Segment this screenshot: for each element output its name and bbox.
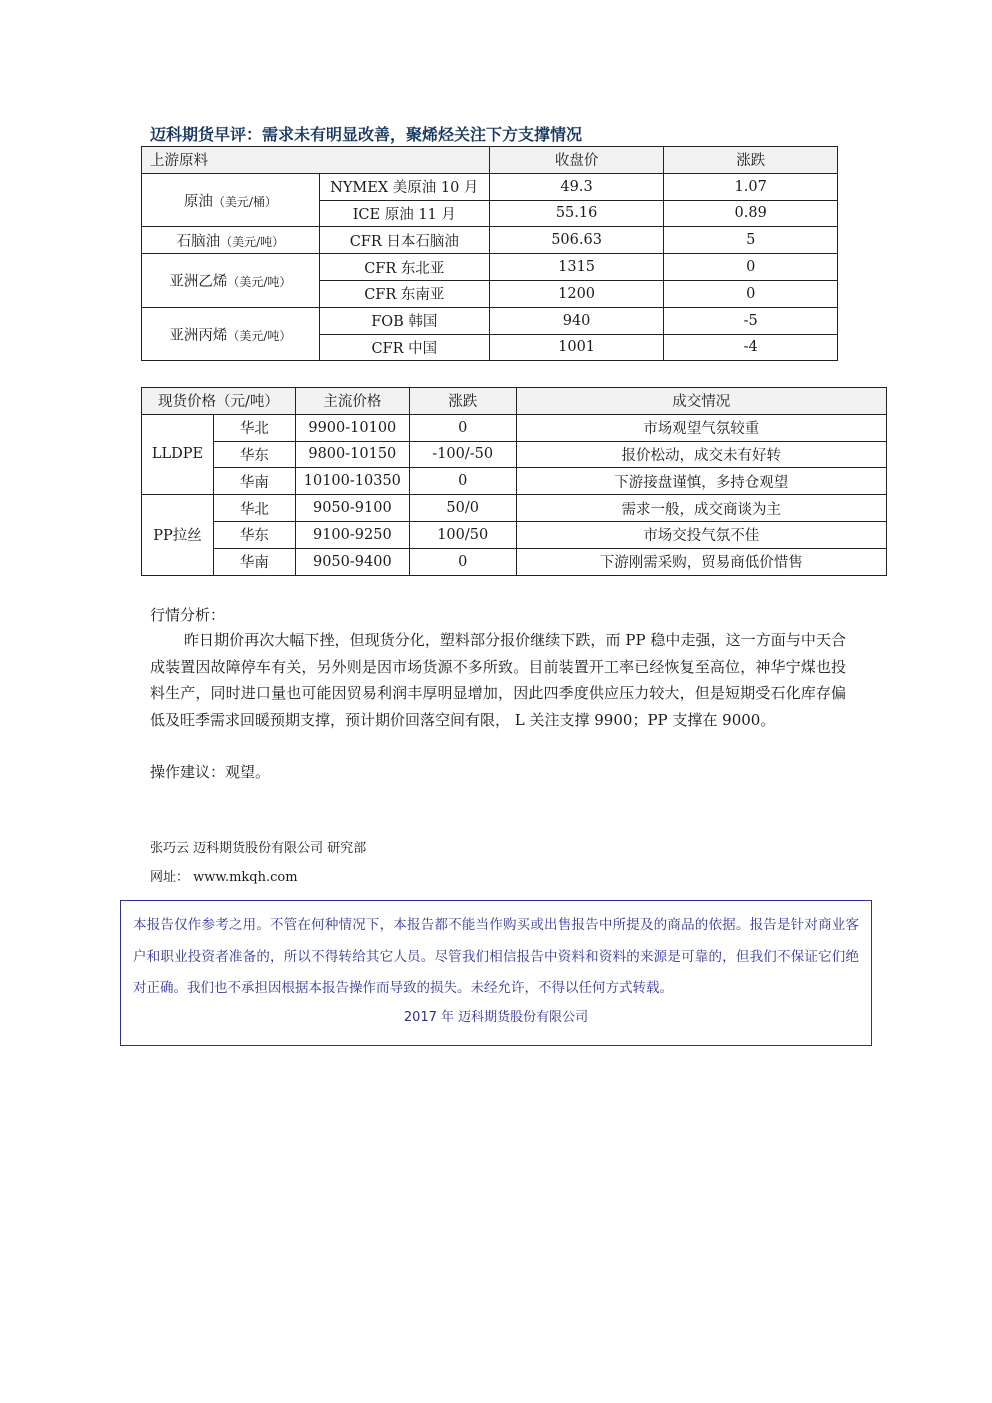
price-cell: 55.16 [489, 200, 664, 227]
change-cell: -4 [664, 334, 838, 361]
change-cell: 0 [409, 548, 516, 575]
table-row [142, 227, 838, 254]
price-cell: 49.3 [489, 173, 664, 200]
group-crude-oil: 原油（美元/桶） [142, 173, 320, 227]
author-line: 张巧云 迈科期货股份有限公司 研究部 [150, 841, 367, 856]
group-naphtha: 石脑油（美元/吨） [142, 227, 320, 254]
item-name: ICE 原油 11 月 [319, 200, 489, 227]
table-row [142, 468, 887, 495]
website-line: 网址： www.mkqh.com [150, 870, 298, 885]
change-cell: 5 [664, 227, 838, 254]
header-deal-status: 成交情况 [516, 388, 886, 415]
header-mainstream-price: 主流价格 [295, 388, 409, 415]
price-cell: 1001 [489, 334, 664, 361]
deal-cell: 下游刚需采购，贸易商低价惜售 [516, 548, 886, 575]
change-cell: -100/-50 [409, 441, 516, 468]
deal-cell: 市场观望气氛较重 [516, 414, 886, 441]
analysis-heading: 行情分析： [150, 606, 226, 624]
deal-cell: 下游接盘谨慎，多持仓观望 [516, 468, 886, 495]
item-name: FOB 韩国 [319, 307, 489, 334]
price-cell: 9900-10100 [295, 414, 409, 441]
group-pp-raffia: PP拉丝 [142, 495, 214, 575]
analysis-body: 昨日期价再次大幅下挫，但现货分化，塑料部分报价继续下跌，而 PP 稳中走强，这一方面与中天合成装置因故障停车有关，另外则是因市场货源不多所致。目前装置开工率已经恢复至高位，神华宁煤也投料生产，同时进口量也可能因贸易利润丰厚明显增加，因此四季度供应压力较大，但是短期受石化库存偏低及旺季需求回暖预期支撑，预计期价回落空间有限， L 关注支撑 9900；PP 支撑在 9000。 [150, 631, 846, 729]
region-cell: 华南 [213, 548, 295, 575]
table-row [142, 521, 887, 548]
change-cell: 0 [664, 254, 838, 281]
header-change: 涨跌 [409, 388, 516, 415]
price-cell: 10100-10350 [295, 468, 409, 495]
table-row [142, 307, 838, 334]
disclaimer-box [120, 900, 872, 1046]
region-cell: 华东 [213, 441, 295, 468]
item-name: NYMEX 美原油 10 月 [319, 173, 489, 200]
table-row [142, 495, 887, 522]
group-lldpe: LLDPE [142, 414, 214, 494]
price-cell: 9050-9400 [295, 548, 409, 575]
region-cell: 华南 [213, 468, 295, 495]
price-cell: 940 [489, 307, 664, 334]
group-asia-ethylene: 亚洲乙烯（美元/吨） [142, 254, 320, 308]
change-cell: 0 [409, 468, 516, 495]
item-name: CFR 日本石脑油 [319, 227, 489, 254]
disclaimer-text: 本报告仅作参考之用。不管在何种情况下，本报告都不能当作购买或出售报告中所提及的商品的依据。报告是针对商业客户和职业投资者准备的，所以不得转给其它人员。尽管我们相信报告中资料和资料的来源是可靠的，但我们不保证它们绝对正确。我们也不承担因根据本报告操作而导致的损失。未经允许，不得以任何方式转载。 [133, 917, 859, 996]
group-asia-propylene: 亚洲丙烯（美元/吨） [142, 307, 320, 361]
table-row [142, 441, 887, 468]
region-cell: 华北 [213, 495, 295, 522]
deal-cell: 市场交投气氛不佳 [516, 521, 886, 548]
change-cell: -5 [664, 307, 838, 334]
table-row [142, 173, 838, 200]
change-cell: 1.07 [664, 173, 838, 200]
price-cell: 506.63 [489, 227, 664, 254]
item-name: CFR 东南亚 [319, 280, 489, 307]
header-change: 涨跌 [664, 147, 838, 174]
item-name: CFR 东北亚 [319, 254, 489, 281]
disclaimer-footer: 2017 年 迈科期货股份有限公司 [403, 1009, 589, 1025]
price-cell: 9050-9100 [295, 495, 409, 522]
table-row [142, 548, 887, 575]
table-header-row [142, 388, 887, 415]
region-cell: 华东 [213, 521, 295, 548]
header-spot-price: 现货价格（元/吨） [142, 388, 296, 415]
header-close-price: 收盘价 [489, 147, 664, 174]
table-row [142, 254, 838, 281]
price-cell: 1315 [489, 254, 664, 281]
deal-cell: 需求一般，成交商谈为主 [516, 495, 886, 522]
header-upstream: 上游原料 [142, 147, 490, 174]
change-cell: 0 [664, 280, 838, 307]
price-cell: 1200 [489, 280, 664, 307]
change-cell: 0 [409, 414, 516, 441]
change-cell: 100/50 [409, 521, 516, 548]
report-title: 迈科期货早评：需求未有明显改善，聚烯烃关注下方支撑情况 [150, 125, 583, 144]
spot-price-table [141, 387, 887, 576]
item-name: CFR 中国 [319, 334, 489, 361]
change-cell: 50/0 [409, 495, 516, 522]
change-cell: 0.89 [664, 200, 838, 227]
table-header-row [142, 147, 838, 174]
price-cell: 9800-10150 [295, 441, 409, 468]
upstream-raw-materials-table [141, 146, 838, 361]
table-row [142, 414, 887, 441]
region-cell: 华北 [213, 414, 295, 441]
price-cell: 9100-9250 [295, 521, 409, 548]
deal-cell: 报价松动，成交未有好转 [516, 441, 886, 468]
advice-text: 操作建议：观望。 [150, 763, 271, 781]
